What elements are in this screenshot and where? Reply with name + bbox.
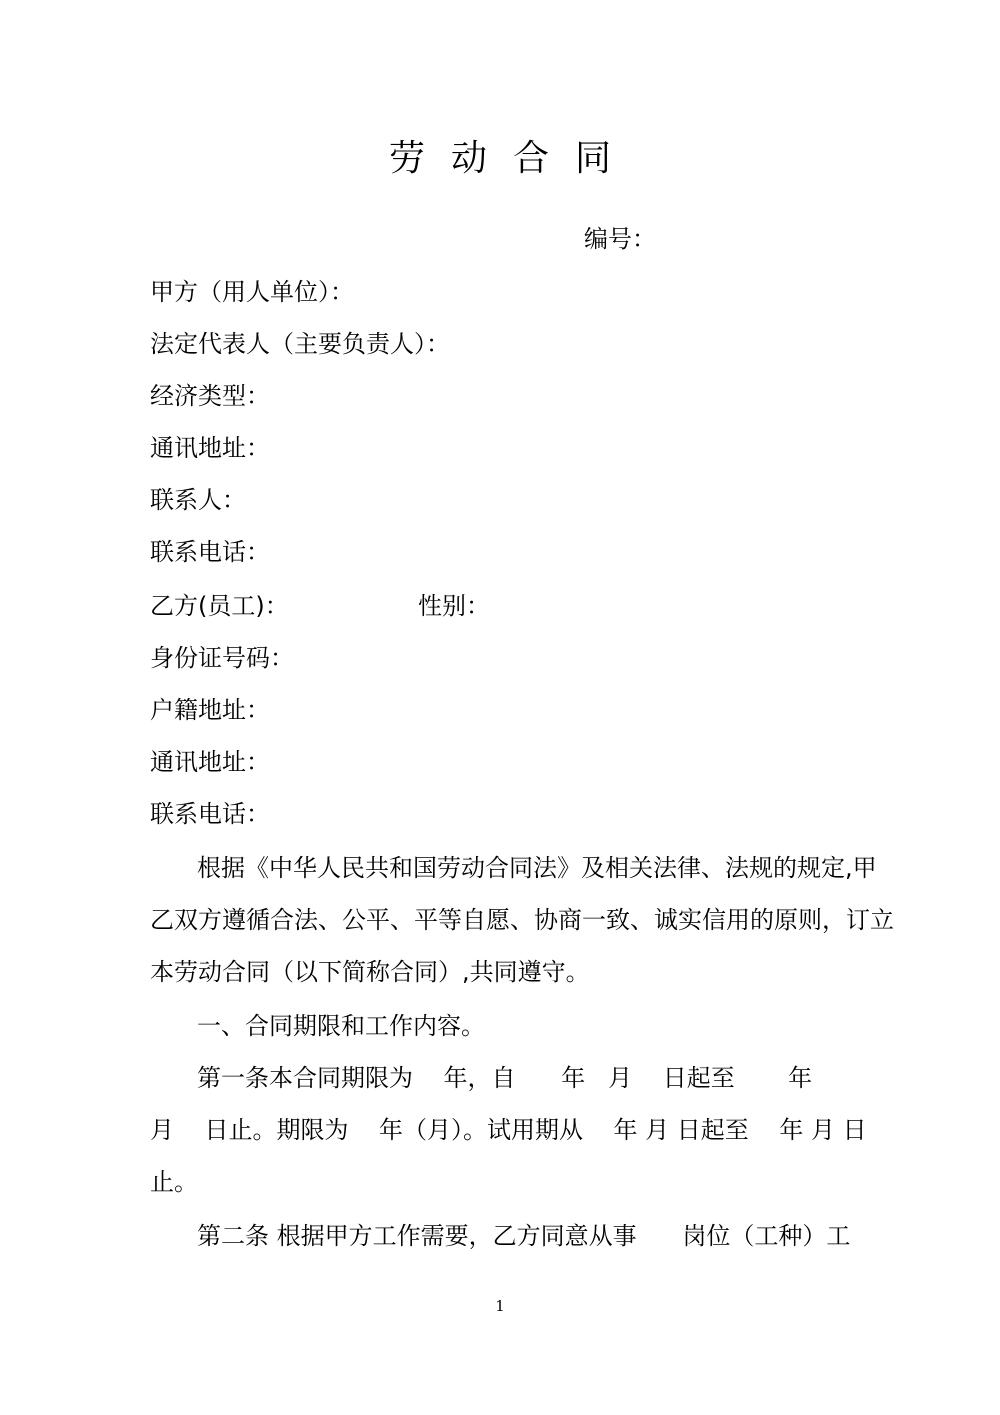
party-a-address-label: 通讯地址：	[150, 434, 270, 462]
party-a-contact-label: 联系人：	[150, 486, 246, 514]
legal-representative-label: 法定代表人（主要负责人）：	[150, 330, 450, 358]
party-b-address-label: 通讯地址：	[150, 748, 270, 776]
preamble-line-1: 根据《中华人民共和国劳动合同法》及相关法律、法规的规定,甲	[197, 854, 877, 882]
economic-type-label: 经济类型：	[150, 382, 270, 410]
party-a-phone-label: 联系电话：	[150, 538, 270, 566]
article-2-line-1: 第二条 根据甲方工作需要，乙方同意从事 岗位（工种）工	[197, 1222, 851, 1250]
party-b-household-label: 户籍地址：	[150, 696, 270, 724]
party-b-employee-label: 乙方(员工)：	[150, 592, 289, 620]
document-title: 劳动合同	[388, 138, 637, 179]
contract-number-label: 编号：	[584, 225, 656, 253]
party-b-gender-label: 性别：	[418, 592, 490, 620]
party-b-phone-label: 联系电话：	[150, 800, 270, 828]
section-1-heading: 一、合同期限和工作内容。	[197, 1012, 485, 1040]
article-1-line-1: 第一条本合同期限为 年，自 年 月 日起至 年	[197, 1064, 813, 1092]
preamble-line-2: 乙双方遵循合法、公平、平等自愿、协商一致、诚实信用的原则，订立	[150, 906, 894, 934]
page-number: 1	[495, 1297, 505, 1315]
preamble-line-3: 本劳动合同（以下简称合同）,共同遵守。	[150, 958, 590, 986]
article-1-line-3: 止。	[150, 1168, 198, 1196]
article-1-line-2: 月 日止。期限为 年（月）。试用期从 年 月 日起至 年 月 日	[150, 1116, 867, 1144]
party-a-unit-label: 甲方（用人单位）：	[150, 278, 354, 306]
party-b-id-label: 身份证号码：	[150, 644, 294, 672]
